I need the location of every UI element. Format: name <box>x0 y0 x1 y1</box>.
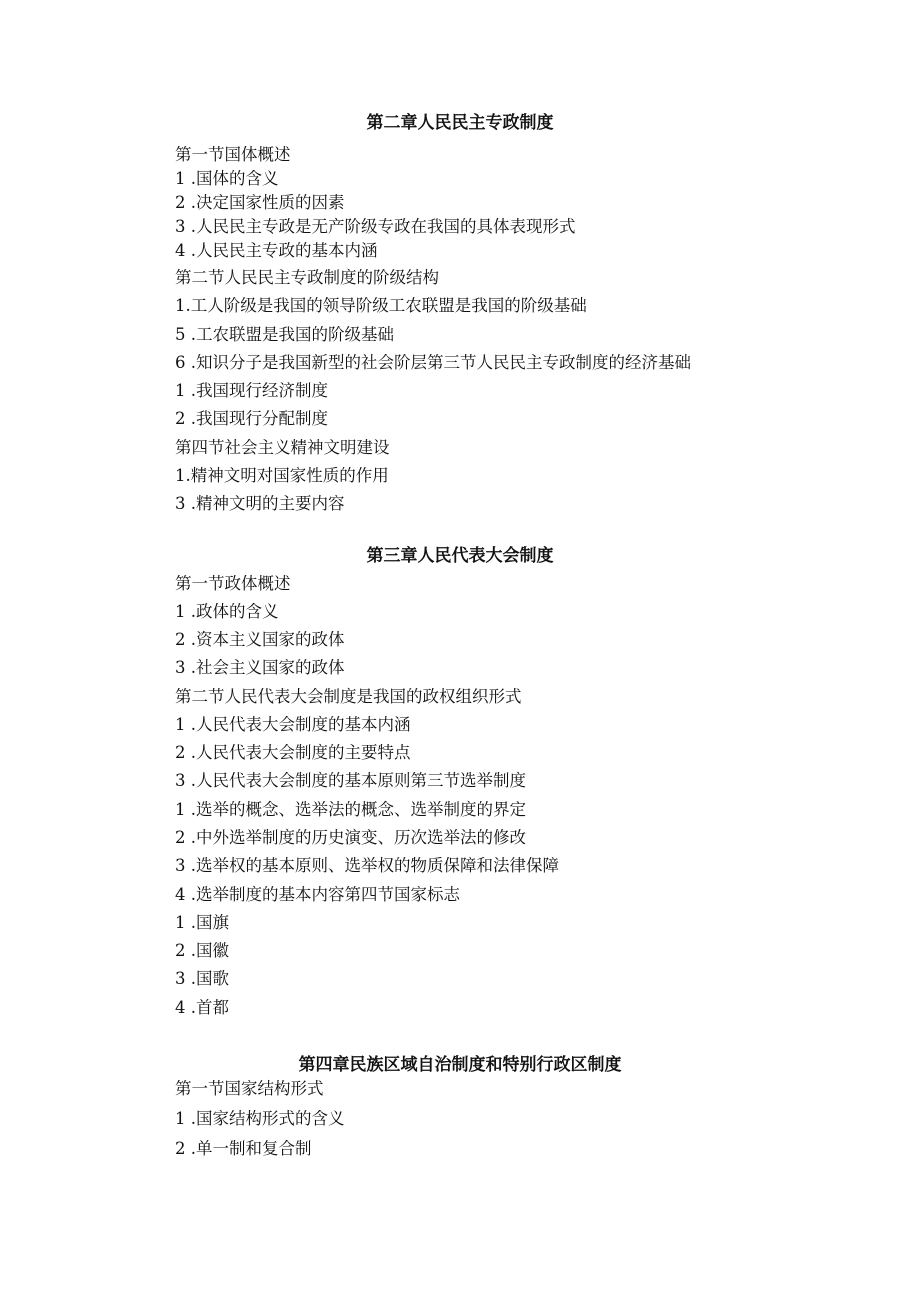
list-item: 4 .首都 <box>175 998 229 1017</box>
list-item: 2 .资本主义国家的政体 <box>175 630 345 649</box>
list-item: 1 .选举的概念、选举法的概念、选举制度的界定 <box>175 800 526 819</box>
list-item: 1 .我国现行经济制度 <box>175 381 328 400</box>
section-heading: 第一节国体概述 <box>175 145 291 164</box>
list-item: 1 .人民代表大会制度的基本内涵 <box>175 715 411 734</box>
list-item: 6 .知识分子是我国新型的社会阶层第三节人民民主专政制度的经济基础 <box>175 353 691 372</box>
list-item: 2 .中外选举制度的历史演变、历次选举法的修改 <box>175 828 526 847</box>
list-item: 2 .人民代表大会制度的主要特点 <box>175 743 411 762</box>
list-item: 3 .选举权的基本原则、选举权的物质保障和法律保障 <box>175 856 559 875</box>
list-item: 3 .国歌 <box>175 969 229 988</box>
section-heading: 第一节国家结构形式 <box>175 1079 324 1098</box>
list-item: 2 .国徽 <box>175 941 229 960</box>
list-item: 3 .社会主义国家的政体 <box>175 658 345 677</box>
list-item: 2 .单一制和复合制 <box>175 1139 312 1158</box>
section-heading: 第二节人民代表大会制度是我国的政权组织形式 <box>175 687 522 706</box>
list-item: 3 .人民代表大会制度的基本原则第三节选举制度 <box>175 771 526 790</box>
section-heading: 第一节政体概述 <box>175 574 291 593</box>
list-item: 1.精神文明对国家性质的作用 <box>175 466 389 485</box>
list-item: 2 .决定国家性质的因素 <box>175 193 345 212</box>
section-heading: 第四节社会主义精神文明建设 <box>175 438 390 457</box>
chapter-title: 第四章民族区域自治制度和特别行政区制度 <box>298 1055 622 1075</box>
list-item: 3 .精神文明的主要内容 <box>175 494 345 513</box>
list-item: 4 .选举制度的基本内容第四节国家标志 <box>175 885 460 904</box>
list-item: 1 .国家结构形式的含义 <box>175 1109 345 1128</box>
list-item: 1 .国旗 <box>175 913 229 932</box>
list-item: 4 .人民民主专政的基本内涵 <box>175 241 378 260</box>
chapter-title: 第二章人民民主专政制度 <box>366 113 554 133</box>
list-item: 5 .工农联盟是我国的阶级基础 <box>175 325 394 344</box>
list-item: 3 .人民民主专政是无产阶级专政在我国的具体表现形式 <box>175 217 576 236</box>
chapter-title: 第三章人民代表大会制度 <box>366 546 554 566</box>
list-item: 2 .我国现行分配制度 <box>175 409 328 428</box>
list-item: 1 .国体的含义 <box>175 169 279 188</box>
section-heading: 第二节人民民主专政制度的阶级结构 <box>175 268 439 287</box>
list-item: 1 .政体的含义 <box>175 602 279 621</box>
list-item: 1.工人阶级是我国的领导阶级工农联盟是我国的阶级基础 <box>175 296 587 315</box>
